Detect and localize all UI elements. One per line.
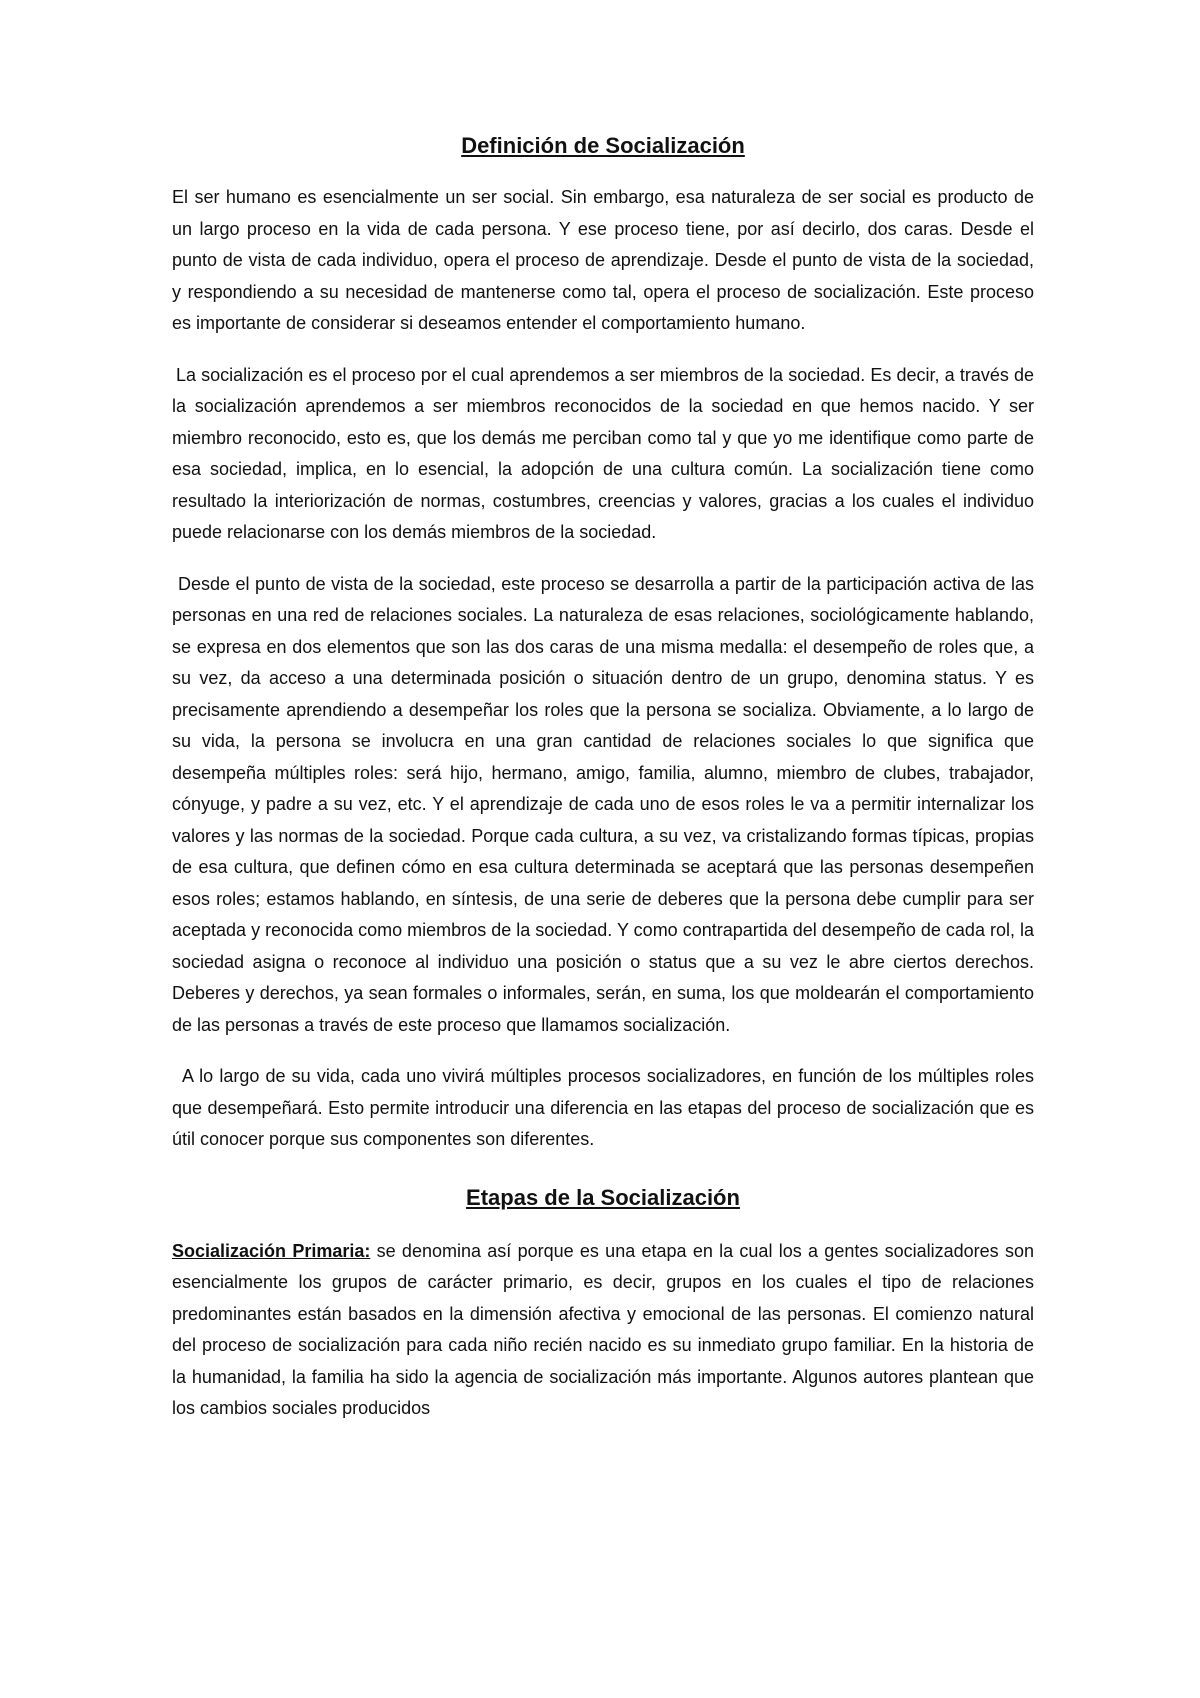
paragraph-1: El ser humano es esencialmente un ser social. Sin embargo, esa naturaleza de ser social es producto de un largo proceso en la vida de cada persona. Y ese proceso tiene, por así decirlo, dos caras. Desde el punto de vista de cada individuo, opera el proceso de aprendizaje. Desde el punto de vista de la sociedad, y respondiendo a su necesidad de mantenerse como tal, opera el proceso de socialización. Este proceso es importante de considerar si deseamos entender el comportamiento humano.: [172, 187, 1034, 333]
paragraph-4: A lo largo de su vida, cada uno vivirá múltiples procesos socializadores, en función de los múltiples roles que desempeñará. Esto permite introducir una diferencia en las etapas del proceso de socialización que es útil conocer porque sus componentes son diferentes.: [172, 1066, 1034, 1149]
document-page: [172, 130, 1034, 1445]
paragraph-3: Desde el punto de vista de la sociedad, este proceso se desarrolla a partir de la participación activa de las personas en una red de relaciones sociales. La naturaleza de esas relaciones, sociológicamente hablando, se expresa en dos elementos que son las dos caras de una misma medalla: el desempeño de roles que, a su vez, da acceso a una determinada posición o situación dentro de un grupo, denomina status. Y es precisamente aprendiendo a desempeñar los roles que la persona se socializa. Obviamente, a lo largo de su vida, la persona se involucra en una gran cantidad de relaciones sociales lo que significa que desempeña múltiples roles: será hijo, hermano, amigo, familia, alumno, miembro de clubes, trabajador, cónyuge, y padre a su vez, etc. Y el aprendizaje de cada uno de esos roles le va a permitir internalizar los valores y las normas de la sociedad. Porque cada cultura, a su vez, va cristalizando formas típicas, propias de esa cultura, que definen cómo en esa cultura determinada se aceptará que las personas desempeñen esos roles; estamos hablando, en síntesis, de una serie de deberes que la persona debe cumplir para ser aceptada y reconocida como miembros de la sociedad. Y como contrapartida del desempeño de cada rol, la sociedad asigna o reconoce al individuo una posición o status que a su vez le abre ciertos derechos. Deberes y derechos, ya sean formales o informales, serán, en suma, los que moldearán el comportamiento de las personas a través de este proceso que llamamos socialización.: [172, 573, 1034, 1035]
primary-socialization-term: Socialización Primaria:: [172, 1240, 371, 1261]
section-title: Etapas de la Socialización: [466, 1184, 740, 1210]
paragraph-2: La socialización es el proceso por el cual aprendemos a ser miembros de la sociedad. Es decir, a través de la socialización aprendemos a ser miembros reconocidos de la sociedad en que hemos nacido. Y ser miembro reconocido, esto es, que los demás me perciban como tal y que yo me identifique como parte de esa sociedad, implica, en lo esencial, la adopción de una cultura común. La socialización tiene como resultado la interiorización de normas, costumbres, creencias y valores, gracias a los cuales el individuo puede relacionarse con los demás miembros de la sociedad.: [172, 364, 1034, 542]
primary-socialization-paragraph: [172, 1236, 1034, 1425]
primary-socialization-text: se denomina así porque es una etapa en la cual los a gentes socializadores son esencialmente los grupos de carácter primario, es decir, grupos en los cuales el tipo de relaciones predominantes están basados en la dimensión afectiva y emocional de las personas. El comienzo natural del proceso de socialización para cada niño recién nacido es su inmediato grupo familiar. En la historia de la humanidad, la familia ha sido la agencia de socialización más importante. Algunos autores plantean que los cambios sociales producidos: [172, 1240, 1034, 1418]
document-title: Definición de Socialización: [461, 133, 745, 158]
